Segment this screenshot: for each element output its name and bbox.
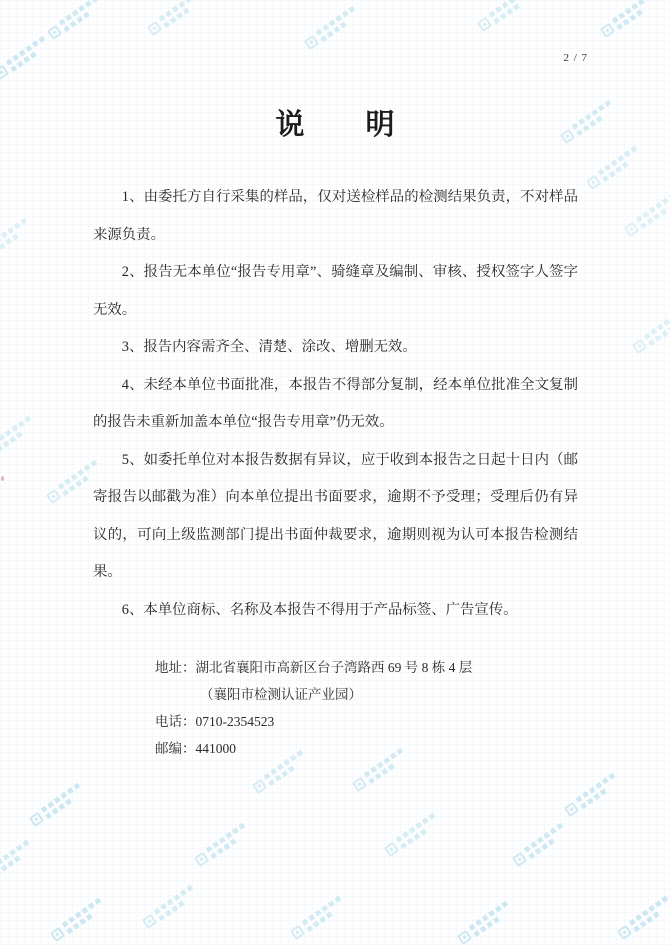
statement-paragraph-5: 5、如委托单位对本报告数据有异议，应于收到本报告之日起十日内（邮寄报告以邮戳为准）向本单位提出书面要求，逾期不予受理；受理后仍有异议的，可向上级监测部门提出书面仲裁要求，逾期则视为认可本报告检测结果。 <box>93 451 578 580</box>
watermark-stamp <box>563 772 620 818</box>
postal-value: 441000 <box>195 741 236 756</box>
statements-section <box>93 179 578 629</box>
watermark-stamp <box>383 812 440 858</box>
company-logo-watermark-icon <box>47 25 62 40</box>
company-logo-watermark-icon <box>477 17 492 32</box>
watermark-stamp <box>146 0 203 37</box>
company-logo-watermark-icon <box>600 23 615 38</box>
address-note: （襄阳市检测认证产业园） <box>200 687 362 702</box>
watermark-stamp <box>476 0 533 33</box>
contact-block <box>93 654 578 762</box>
company-logo-watermark-icon <box>384 842 399 857</box>
watermark-stamp <box>456 900 513 945</box>
watermark-stamp <box>0 35 51 81</box>
company-logo-watermark-icon <box>194 852 209 867</box>
company-logo-watermark-icon <box>147 21 162 36</box>
statement-paragraph-2: 2、报告无本单位“报告专用章”、骑缝章及编制、审核、授权签字人签字无效。 <box>93 264 578 318</box>
statement-paragraph-1: 1、由委托方自行采集的样品，仅对送检样品的检测结果负责，不对样品来源负责。 <box>93 189 578 243</box>
company-logo-watermark-icon <box>617 925 632 940</box>
address-label: 地址： <box>155 660 196 675</box>
postal-label: 邮编： <box>155 741 196 756</box>
company-logo-watermark-icon <box>0 65 9 80</box>
company-logo-watermark-icon <box>564 802 579 817</box>
watermark-stamp <box>193 822 250 868</box>
company-logo-watermark-icon <box>252 779 267 794</box>
page-title: 说 明 <box>275 109 396 141</box>
watermark-stamp <box>289 895 346 941</box>
document-body <box>0 103 670 762</box>
postal-line <box>155 735 578 762</box>
company-logo-watermark-icon <box>304 35 319 50</box>
page-number: 2 / 7 <box>563 52 588 64</box>
watermark-stamp <box>28 782 85 828</box>
company-logo-watermark-icon <box>142 914 157 929</box>
watermark-stamp <box>616 895 670 941</box>
company-logo-watermark-icon <box>50 927 65 942</box>
watermark-stamp <box>49 897 106 943</box>
company-logo-watermark-icon <box>29 812 44 827</box>
company-logo-watermark-icon <box>290 925 305 940</box>
phone-value: 0710-2354523 <box>195 714 275 729</box>
watermark-stamp <box>511 822 568 868</box>
address-line <box>155 654 578 681</box>
phone-line <box>155 708 578 735</box>
statement-paragraph-6: 6、本单位商标、名称及本报告不得用于产品标签、广告宣传。 <box>121 601 518 618</box>
statement-paragraph-4: 4、未经本单位书面批准，本报告不得部分复制，经本单位批准全文复制的报告未重新加盖本单位“报告专用章”仍无效。 <box>93 376 578 430</box>
watermark-stamp <box>0 839 35 885</box>
watermark-stamp <box>46 0 103 41</box>
address-value: 湖北省襄阳市高新区台子湾路西 69 号 8 栋 4 层 <box>195 660 473 675</box>
watermark-stamp <box>141 884 198 930</box>
watermark-stamp <box>303 5 360 51</box>
company-logo-watermark-icon <box>457 930 472 945</box>
phone-label: 电话： <box>155 714 196 729</box>
statement-paragraph-3: 3、报告内容需齐全、清楚、涂改、增删无效。 <box>121 339 417 355</box>
company-logo-watermark-icon <box>512 852 527 867</box>
company-logo-watermark-icon <box>352 777 367 792</box>
watermark-stamp <box>599 0 656 39</box>
